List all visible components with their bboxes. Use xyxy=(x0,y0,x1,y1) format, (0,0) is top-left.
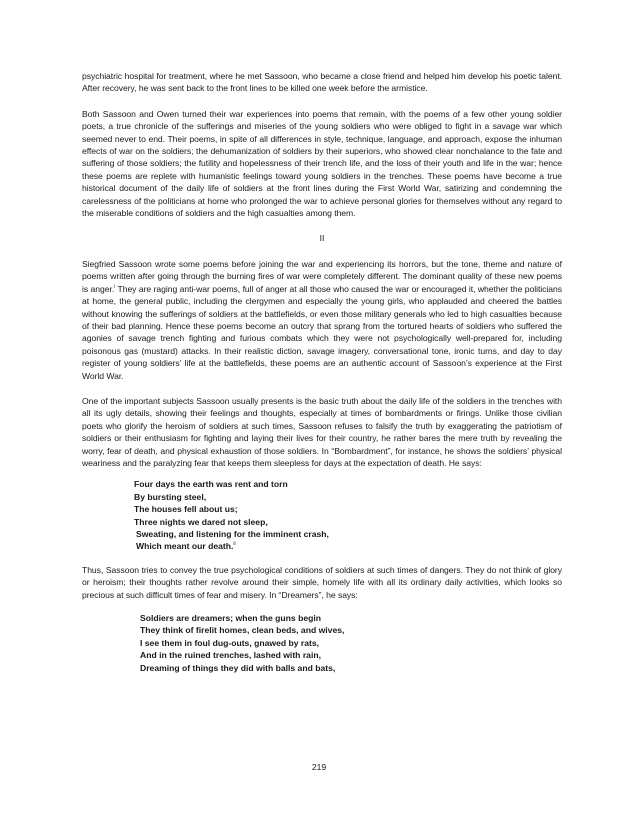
poem-line-with-note xyxy=(134,540,562,552)
paragraph-psychological-conditions: Thus, Sassoon tries to convey the true psychological conditions of soldiers at such times of dangers. They do not think of glory or heroism; their thoughts rather revolve around their simple, homely life with all its ordinary daily activities, which looks so precious at such difficult times of fear and misery. In “Dreamers”, he says: xyxy=(82,564,562,600)
poem-line: By bursting steel, xyxy=(134,491,207,502)
poem-line: Three nights we dared not sleep, xyxy=(134,516,268,527)
page-number: 219 xyxy=(311,762,327,772)
paragraph-text-before-note: Siegfried Sassoon wrote some poems before joining the war and experiencing its horrors, but the tone, theme and nature of poems written after going through the burning fires of war were completely different. The dominant quality of these new poems is anger. xyxy=(82,258,562,294)
paragraph-daily-life-truth: One of the important subjects Sassoon usually presents is the basic truth about the daily life of the soldiers in the trenches with all its ugly details, showing their feelings and thoughts, especially at times of bombardments or firings. Unlike those civilian poets who glorify the heroism of soldiers at such times, Sassoon refuses to falsify the truth by exaggerating the patriotism of soldiers or their enthusiasm for fighting and laying their lives for their country, he rather bares the mere truth by revealing the worry, fear of death, and physical exhaustion of those soldiers. In “Bombardment”, for instance, he shows the soldiers’ physical weariness and the paralyzing fear that keeps them sleepless for days at the expectation of death. He says: xyxy=(82,395,562,468)
section-number: II xyxy=(319,233,325,244)
paragraph-text-after-note: They are raging anti-war poems, full of anger at all those who caused the war or encouraged it, whether the politicians at home, the general public, including the clergymen and especially the young girls, who applauded and cheered the battles without knowing the sufferings of soldiers at the battlefields, or even those military generals who led to high casualties because of their bad planning. Hence these poems become an outcry that sprang from the tortured hearts of soldiers who suffered the agonies of savage trench fighting and furious combats which they were not psychologically well-prepared for, including poisonous gas (mustard) attacks. In their realistic diction, savage imagery, conversational tone, ironic turns, and day to day register of young soldiers’ life at the battlefields, these poems are an authentic account of Sassoon’s experience at the First World War. xyxy=(82,283,562,381)
poem-line: Four days the earth was rent and torn xyxy=(134,479,288,490)
poem-line: Sweating, and listening for the imminent crash, xyxy=(136,529,329,539)
endnote-marker-i: i xyxy=(114,283,116,290)
paragraph-sassoon-anger xyxy=(82,258,562,382)
poem-bombardment-quote xyxy=(82,478,562,552)
page-body xyxy=(82,70,562,674)
poem-line: Soldiers are dreamers; when the guns begin xyxy=(140,613,321,624)
endnote-marker-ii: ii xyxy=(233,541,236,548)
paragraph-war-experiences: Both Sassoon and Owen turned their war experiences into poems that remain, with the poems of a few other young soldier poets, a true chronicle of the sufferings and miseries of the young soldiers who were obliged to fight in a savage war which seemed never to end. Their poems, in spite of all differences in style, technique, language, and approach, expose the inhuman effects of war on the soldiers; the dehumanization of soldiers by their superiors, who showed clear nonchalance to the fate and suffering of those soldiers; the futility and hopelessness of their trench life, and the loss of their youth and life in the war; hence these poems are replete with humanistic feelings toward young soldiers in the trenches. These poems have become a true historical document of the daily life of soldiers at the front lines during the First World War, satirizing and condemning the carelessness of the politicians at home who prolonged the war to achieve personal glories for themselves without any regard to the miserable conditions of soldiers and the high casualties among them. xyxy=(82,108,562,219)
poem-line: The houses fell about us; xyxy=(134,504,238,515)
poem-line: I see them in foul dug-outs, gnawed by rats, xyxy=(140,637,320,648)
poem-line: And in the ruined trenches, lashed with rain, xyxy=(140,650,321,661)
paragraph-owen-continuation: psychiatric hospital for treatment, where he met Sassoon, who became a close friend and helped him develop his poetic talent. After recovery, he was sent back to the front lines to be killed one week before the armistice. xyxy=(82,71,562,94)
poem-line: Which meant our death. xyxy=(136,541,234,552)
poem-line: Dreaming of things they did with balls and bats, xyxy=(140,662,336,673)
poem-line: They think of firelit homes, clean beds, and wives, xyxy=(140,625,345,636)
poem-dreamers-quote xyxy=(82,612,562,674)
